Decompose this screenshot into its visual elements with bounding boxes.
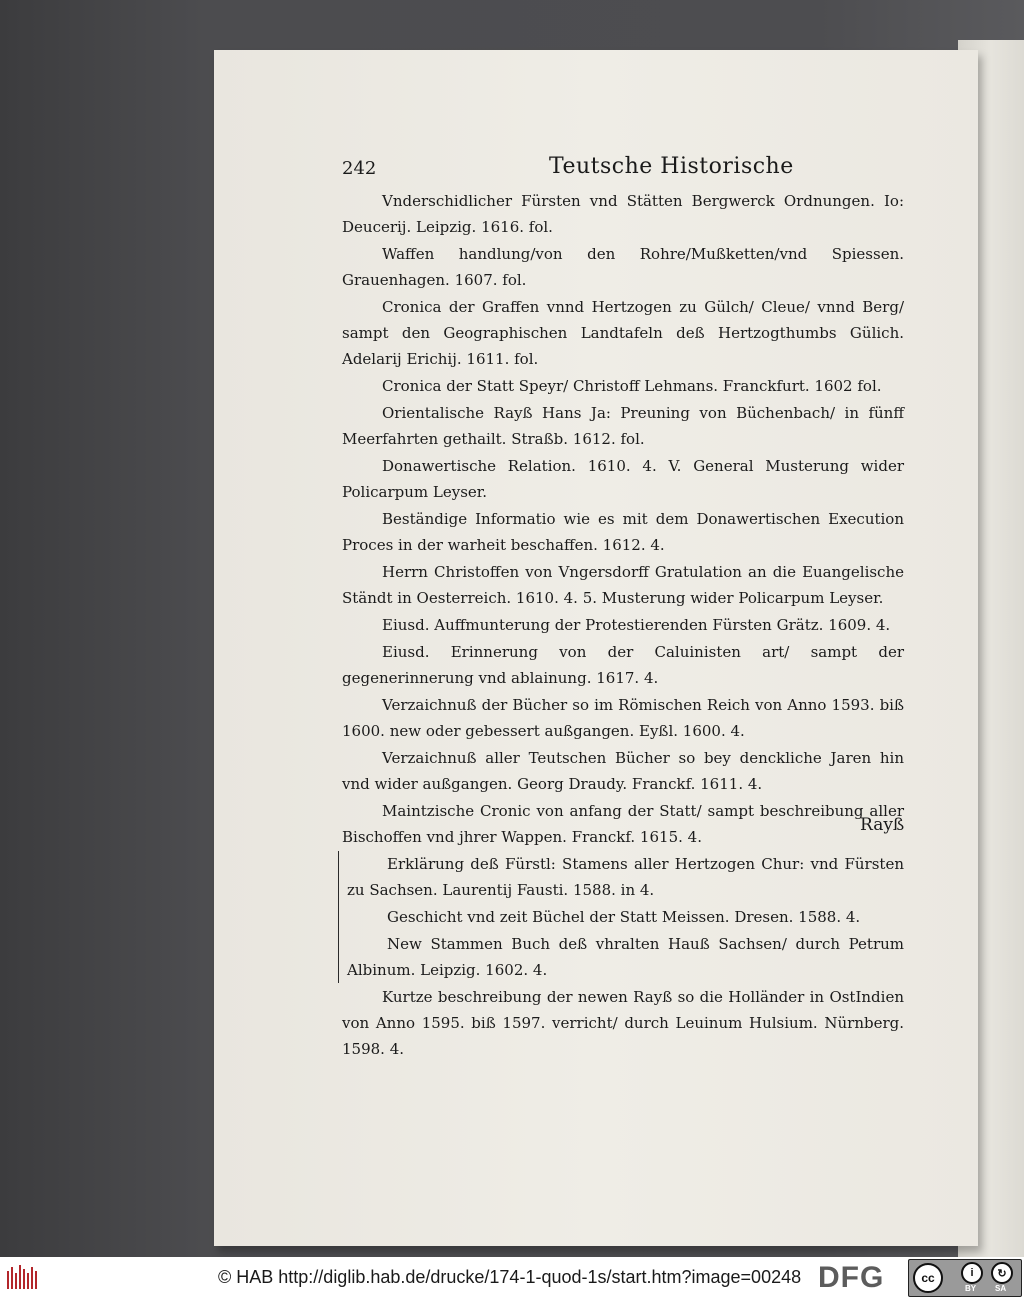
running-head: Teutsche Historische (549, 154, 794, 179)
list-item: Verzaichnuß aller Teutschen Bücher so bey denckliche Jaren hin vnd wider außgangen. Georg Draudy. Franckf. 1611. 4. (342, 749, 904, 793)
list-item: Waffen handlung/von den Rohre/Mußketten/vnd Spiessen. Grauenhagen. 1607. fol. (342, 245, 904, 289)
bibliography-list (342, 188, 904, 1063)
list-item: Erklärung deß Fürstl: Stamens aller Hertzogen Chur: vnd Fürsten zu Sachsen. Laurentij Fausti. 1588. in 4. (347, 855, 904, 899)
cc-license-badge[interactable] (908, 1259, 1022, 1297)
list-item: Orientalische Rayß Hans Ja: Preuning von Büchenbach/ in fünff Meerfahrten gethailt. Straßb. 1612. fol. (342, 404, 904, 448)
footer-credit-link[interactable]: © HAB http://diglib.hab.de/drucke/174-1-quod-1s/start.htm?image=00248 (218, 1267, 802, 1287)
page-number: 242 (342, 158, 377, 179)
cc-sa-label: SA (995, 1284, 1007, 1293)
cc-by-label: BY (965, 1284, 977, 1293)
catchword: Rayß (860, 815, 905, 835)
book-page (214, 50, 978, 1246)
hab-logo-icon[interactable] (6, 1263, 40, 1293)
list-item: New Stammen Buch deß vhralten Hauß Sachsen/ durch Petrum Albinum. Leipzig. 1602. 4. (347, 935, 904, 979)
list-item: Geschicht vnd zeit Büchel der Statt Meissen. Dresen. 1588. 4. (387, 908, 861, 926)
list-item: Cronica der Statt Speyr/ Christoff Lehmans. Franckfurt. 1602 fol. (382, 377, 882, 395)
footer-bar (0, 1257, 1024, 1297)
share-alike-icon: ↻ (991, 1262, 1013, 1284)
dfg-logo: DFG (818, 1261, 885, 1294)
list-item: Herrn Christoffen von Vngersdorff Gratulation an die Euangelische Ständt in Oesterreich. 1610. 4. 5. Musterung wider Policarpum Leyser. (342, 563, 904, 607)
list-item: Cronica der Graffen vnnd Hertzogen zu Gülch/ Cleue/ vnnd Berg/ sampt den Geographischen Landtafeln deß Hertzogthumbs Gülich. Adelarij Erichij. 1611. fol. (342, 298, 904, 368)
list-item: Vnderschidlicher Fürsten vnd Stätten Bergwerck Ordnungen. Io: Deucerij. Leipzig. 1616. fol. (342, 192, 904, 236)
attribution-icon: i (961, 1262, 983, 1284)
cc-icon: cc (913, 1263, 943, 1293)
list-item: Beständige Informatio wie es mit dem Donawertischen Execution Proces in der warheit beschaffen. 1612. 4. (342, 510, 904, 554)
list-item: Eiusd. Auffmunterung der Protestierenden Fürsten Grätz. 1609. 4. (382, 616, 891, 634)
list-item: Donawertische Relation. 1610. 4. V. General Musterung wider Policarpum Leyser. (342, 457, 904, 501)
bracketed-group (338, 851, 904, 983)
list-item: Maintzische Cronic von anfang der Statt/ sampt beschreibung aller Bischoffen vnd jhrer Wappen. Franckf. 1615. 4. (342, 802, 904, 846)
list-item: Eiusd. Erinnerung von der Caluinisten art/ sampt der gegenerinnerung vnd ablainung. 1617. 4. (342, 643, 904, 687)
list-item: Kurtze beschreibung der newen Rayß so die Holländer in OstIndien von Anno 1595. biß 1597. verricht/ durch Leuinum Hulsium. Nürnberg. 1598. 4. (342, 988, 904, 1058)
list-item: Verzaichnuß der Bücher so im Römischen Reich von Anno 1593. biß 1600. new oder gebessert außgangen. Eyßl. 1600. 4. (342, 696, 904, 740)
